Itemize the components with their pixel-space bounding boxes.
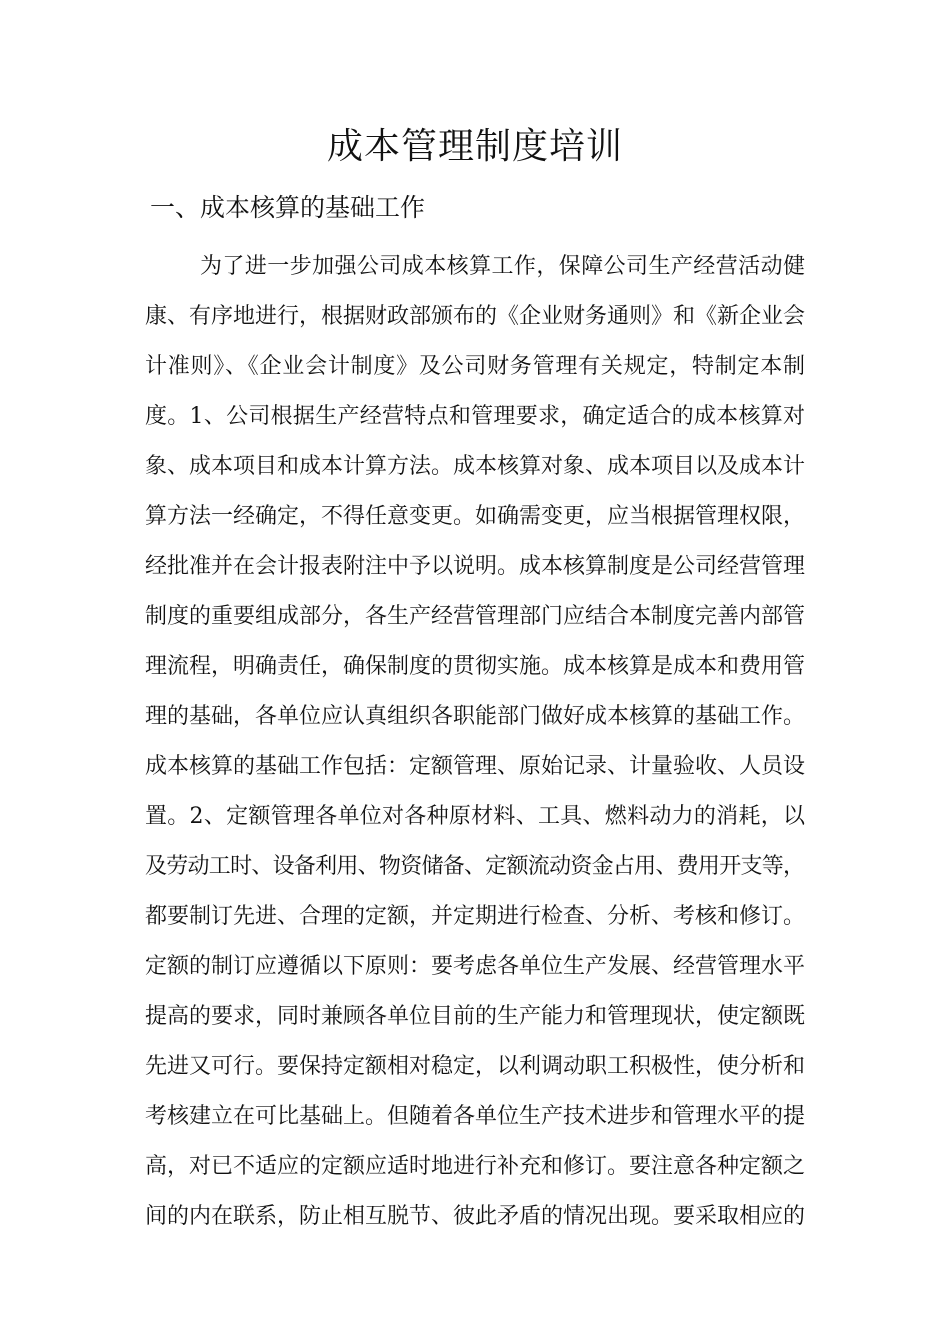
paragraph-line: 置。2、定额管理各单位对各种原材料、工具、燃料动力的消耗，以 xyxy=(145,804,806,829)
paragraph-line: 都要制订先进、合理的定额，并定期进行检查、分析、考核和修订。 xyxy=(145,904,806,929)
paragraph-line: 康、有序地进行，根据财政部颁布的《企业财务通则》和《新企业会 xyxy=(145,304,806,329)
paragraph-line: 理的基础，各单位应认真组织各职能部门做好成本核算的基础工作。 xyxy=(145,704,806,729)
paragraph-line: 象、成本项目和成本计算方法。成本核算对象、成本项目以及成本计 xyxy=(145,454,806,479)
document-title: 成本管理制度培训 xyxy=(326,126,623,167)
paragraph-line: 成本核算的基础工作包括：定额管理、原始记录、计量验收、人员设 xyxy=(145,754,806,779)
paragraph-line: 制度的重要组成部分，各生产经营管理部门应结合本制度完善内部管 xyxy=(145,604,806,629)
paragraph-line: 为了进一步加强公司成本核算工作，保障公司生产经营活动健 xyxy=(200,254,806,279)
paragraph-line: 先进又可行。要保持定额相对稳定，以利调动职工积极性，使分析和 xyxy=(145,1054,806,1079)
paragraph-line: 经批准并在会计报表附注中予以说明。成本核算制度是公司经营管理 xyxy=(145,554,806,579)
paragraph-line: 间的内在联系，防止相互脱节、彼此矛盾的情况出现。要采取相应的 xyxy=(145,1204,806,1229)
section-heading: 一、成本核算的基础工作 xyxy=(150,193,426,222)
paragraph-line: 理流程，明确责任，确保制度的贯彻实施。成本核算是成本和费用管 xyxy=(145,654,806,679)
paragraph-line: 高，对已不适应的定额应适时地进行补充和修订。要注意各种定额之 xyxy=(145,1154,806,1179)
paragraph-line: 考核建立在可比基础上。但随着各单位生产技术进步和管理水平的提 xyxy=(145,1104,806,1129)
paragraph-line: 算方法一经确定，不得任意变更。如确需变更，应当根据管理权限， xyxy=(145,504,806,529)
paragraph-line: 计准则》、《企业会计制度》及公司财务管理有关规定，特制定本制 xyxy=(145,354,806,379)
paragraph-line: 及劳动工时、设备利用、物资储备、定额流动资金占用、费用开支等， xyxy=(145,854,805,879)
paragraph-line: 度。1、公司根据生产经营特点和管理要求，确定适合的成本核算对 xyxy=(145,404,806,429)
paragraph-line: 提高的要求，同时兼顾各单位目前的生产能力和管理现状，使定额既 xyxy=(145,1004,806,1029)
paragraph-line: 定额的制订应遵循以下原则：要考虑各单位生产发展、经营管理水平 xyxy=(145,954,806,979)
